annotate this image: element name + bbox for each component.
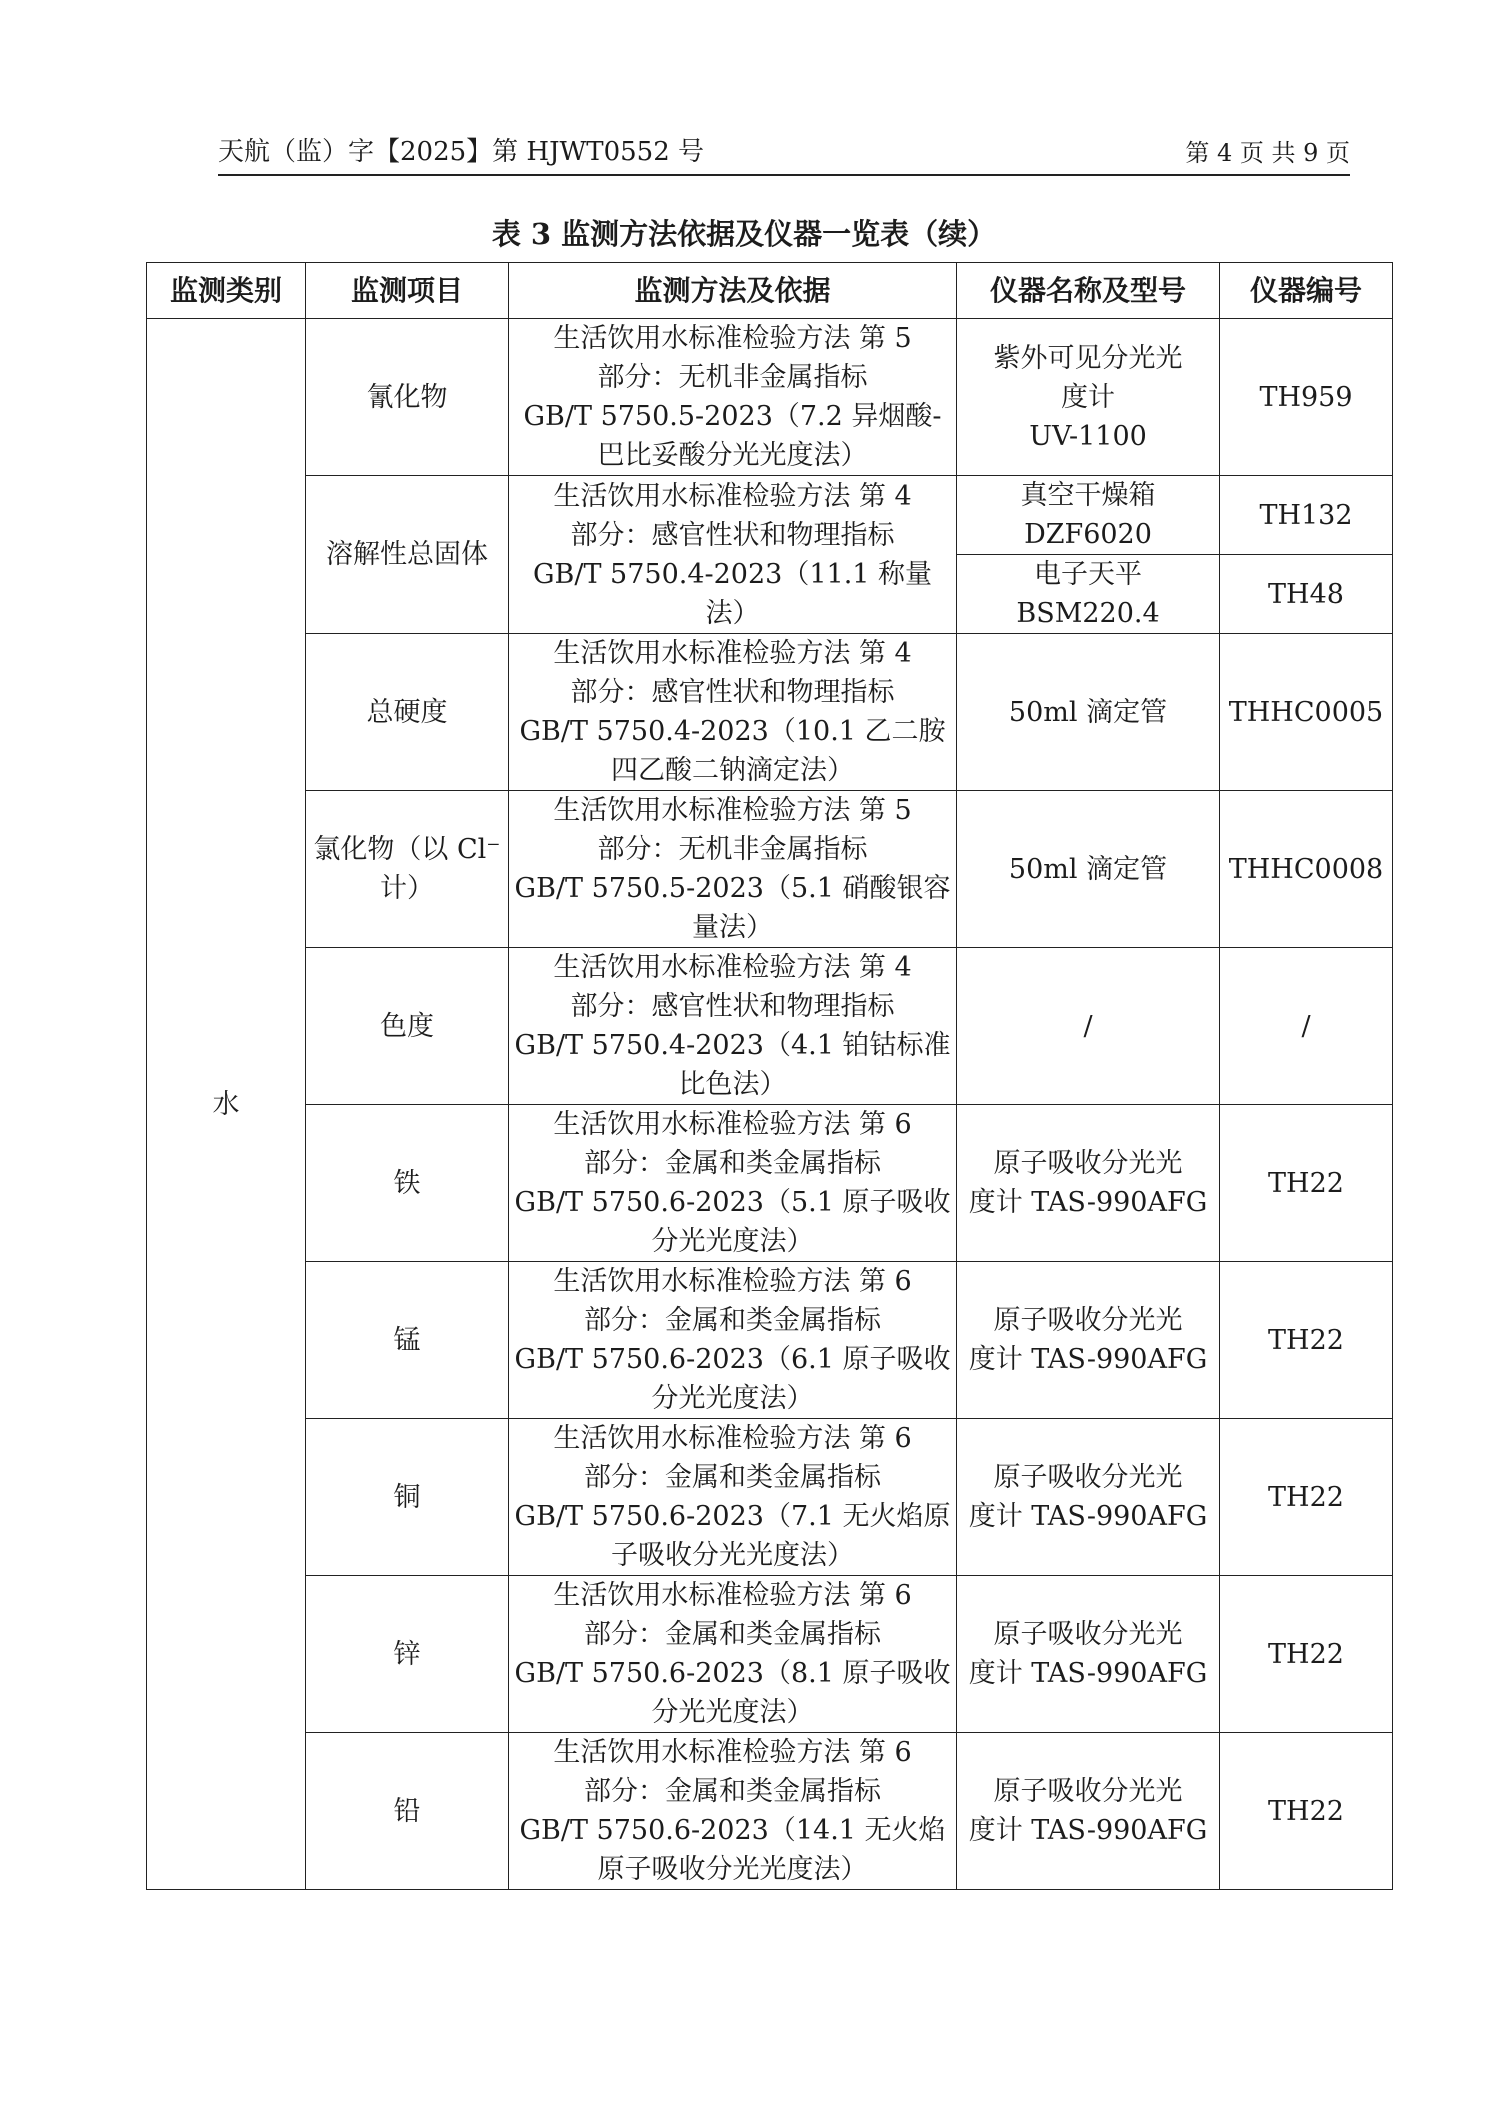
cell-line: 分光光度法）: [651, 1383, 814, 1414]
instrument-name-cell: [957, 634, 1220, 791]
method-cell: [509, 634, 957, 791]
cell-line: 度计 TAS-990AFG: [968, 1815, 1208, 1846]
item-cell: 氯化物（以 Cl⁻计）: [306, 791, 509, 948]
cell-line: 部分：感官性状和物理指标: [570, 519, 895, 551]
cell-line: 比色法）: [678, 1069, 787, 1100]
instrument-code-cell: TH959: [1220, 319, 1393, 476]
cell-line: 真空干燥箱: [1020, 480, 1156, 511]
instrument-name-cell: [957, 555, 1220, 634]
instrument-name-cell: [957, 1419, 1220, 1576]
cell-line: 四乙酸二钠滴定法）: [611, 755, 854, 786]
table-row: [147, 634, 1393, 791]
instrument-code-cell: TH22: [1220, 1733, 1393, 1890]
cell-line: 生活饮用水标准检验方法 第 4: [553, 480, 912, 512]
cell-line: GB/T 5750.4-2023（11.1 称量法）: [532, 558, 933, 629]
cell-line: BSM220.4: [1016, 598, 1160, 629]
item-cell: 溶解性总固体: [306, 476, 509, 634]
cell-line: GB/T 5750.4-2023（10.1 乙二胺: [519, 716, 946, 747]
page-header: [218, 134, 1350, 176]
instrument-code-cell: TH22: [1220, 1419, 1393, 1576]
method-cell: [509, 319, 957, 476]
page-info: 第 4 页 共 9 页: [1185, 139, 1350, 167]
cell-line: 度计 TAS-990AFG: [968, 1187, 1208, 1218]
instrument-code-cell: TH48: [1220, 555, 1393, 634]
item-cell: 铜: [306, 1419, 509, 1576]
item-cell: 总硬度: [306, 634, 509, 791]
cell-line: 量法）: [692, 912, 773, 943]
cell-line: 度计 TAS-990AFG: [968, 1658, 1208, 1689]
cell-line: 部分：无机非金属指标: [597, 362, 868, 393]
table-row: [147, 1576, 1393, 1733]
instrument-code-cell: TH22: [1220, 1262, 1393, 1419]
table-row: [147, 1262, 1393, 1419]
instrument-name-cell: [957, 948, 1220, 1105]
cell-line: 度计 TAS-990AFG: [968, 1501, 1208, 1532]
method-cell: [509, 1105, 957, 1262]
item-cell: 铅: [306, 1733, 509, 1890]
item-cell: 色度: [306, 948, 509, 1105]
instrument-code-cell: /: [1220, 948, 1393, 1105]
item-cell: 铁: [306, 1105, 509, 1262]
cell-line: 生活饮用水标准检验方法 第 4: [553, 638, 912, 669]
method-cell: [509, 476, 957, 634]
table-row: [147, 476, 1393, 555]
cell-line: 原子吸收分光光: [993, 1619, 1183, 1650]
table-title: 表 3 监测方法依据及仪器一览表（续）: [491, 217, 997, 251]
instrument-name-cell: [957, 1576, 1220, 1733]
table-row: [147, 1105, 1393, 1262]
table-header-row: [147, 263, 1393, 319]
cell-line: GB/T 5750.6-2023（14.1 无火焰: [519, 1815, 946, 1846]
cell-line: 部分：金属和类金属指标: [584, 1619, 881, 1650]
cell-line: DZF6020: [1024, 519, 1152, 550]
column-header: 监测方法及依据: [509, 263, 957, 319]
cell-line: 原子吸收分光光: [993, 1462, 1183, 1493]
cell-line: 生活饮用水标准检验方法 第 4: [553, 952, 912, 983]
cell-line: 原子吸收分光光度法）: [597, 1854, 868, 1885]
cell-line: /: [1083, 1010, 1093, 1042]
cell-line: 紫外可见分光光: [993, 342, 1183, 374]
cell-line: 部分：金属和类金属指标: [584, 1305, 881, 1336]
cell-line: 生活饮用水标准检验方法 第 6: [553, 1266, 912, 1297]
instrument-name-cell: [957, 1105, 1220, 1262]
instrument-code-cell: THHC0005: [1220, 634, 1393, 791]
instrument-name-cell: [957, 791, 1220, 948]
cell-line: 生活饮用水标准检验方法 第 6: [553, 1109, 912, 1140]
methods-table: [146, 262, 1393, 1890]
cell-line: 部分：感官性状和物理指标: [570, 991, 895, 1022]
cell-line: 巴比妥酸分光光度法）: [597, 440, 868, 471]
table-row: [147, 948, 1393, 1105]
item-cell: 锌: [306, 1576, 509, 1733]
cell-line: 部分：无机非金属指标: [597, 834, 868, 865]
item-cell: 锰: [306, 1262, 509, 1419]
instrument-code-cell: TH22: [1220, 1105, 1393, 1262]
cell-line: 度计 TAS-990AFG: [968, 1344, 1208, 1375]
cell-line: 部分：金属和类金属指标: [584, 1148, 881, 1179]
instrument-name-cell: [957, 319, 1220, 476]
cell-line: UV-1100: [1029, 420, 1147, 452]
cell-line: 原子吸收分光光: [993, 1148, 1183, 1179]
method-cell: [509, 1576, 957, 1733]
column-header: 仪器编号: [1220, 263, 1393, 319]
item-cell: 氰化物: [306, 319, 509, 476]
method-cell: [509, 1262, 957, 1419]
cell-line: 子吸收分光光度法）: [611, 1540, 854, 1571]
instrument-code-cell: THHC0008: [1220, 791, 1393, 948]
column-header: 监测类别: [147, 263, 306, 319]
instrument-code-cell: TH22: [1220, 1576, 1393, 1733]
cell-line: 分光光度法）: [651, 1697, 814, 1728]
cell-line: 部分：金属和类金属指标: [584, 1462, 881, 1493]
cell-line: 50ml 滴定管: [1008, 853, 1168, 885]
column-header: 监测项目: [306, 263, 509, 319]
instrument-name-cell: [957, 1262, 1220, 1419]
instrument-name-cell: [957, 476, 1220, 555]
cell-line: 生活饮用水标准检验方法 第 6: [553, 1423, 912, 1454]
cell-line: 度计: [1061, 381, 1115, 413]
method-cell: [509, 948, 957, 1105]
instrument-name-cell: [957, 1733, 1220, 1890]
cell-line: 生活饮用水标准检验方法 第 6: [553, 1580, 912, 1611]
cell-line: 部分：金属和类金属指标: [584, 1776, 881, 1807]
cell-line: 生活饮用水标准检验方法 第 5: [553, 795, 912, 826]
table-row: [147, 319, 1393, 476]
method-cell: [509, 1419, 957, 1576]
cell-line: 原子吸收分光光: [993, 1776, 1183, 1807]
cell-line: GB/T 5750.6-2023（7.1 无火焰原: [514, 1501, 951, 1532]
cell-line: 生活饮用水标准检验方法 第 5: [553, 323, 912, 354]
cell-line: 50ml 滴定管: [1008, 696, 1168, 728]
cell-line: 电子天平: [1034, 559, 1142, 590]
cell-line: GB/T 5750.6-2023（5.1 原子吸收: [514, 1187, 951, 1218]
cell-line: GB/T 5750.4-2023（4.1 铂钴标准: [514, 1030, 951, 1061]
category-cell: 水: [147, 319, 306, 1890]
cell-line: 分光光度法）: [651, 1226, 814, 1257]
table-row: [147, 791, 1393, 948]
cell-line: 生活饮用水标准检验方法 第 6: [553, 1737, 912, 1768]
cell-line: GB/T 5750.6-2023（8.1 原子吸收: [514, 1658, 951, 1689]
column-header: 仪器名称及型号: [957, 263, 1220, 319]
cell-line: 部分：感官性状和物理指标: [570, 677, 895, 708]
method-cell: [509, 791, 957, 948]
cell-line: GB/T 5750.5-2023（5.1 硝酸银容: [514, 873, 951, 904]
cell-line: GB/T 5750.6-2023（6.1 原子吸收: [514, 1344, 951, 1375]
table-row: [147, 1733, 1393, 1890]
instrument-code-cell: TH132: [1220, 476, 1393, 555]
cell-line: 原子吸收分光光: [993, 1305, 1183, 1336]
cell-line: GB/T 5750.5-2023（7.2 异烟酸-: [523, 401, 942, 432]
document-number: 天航（监）字【2025】第 HJWT0552 号: [218, 137, 705, 167]
method-cell: [509, 1733, 957, 1890]
table-row: [147, 1419, 1393, 1576]
